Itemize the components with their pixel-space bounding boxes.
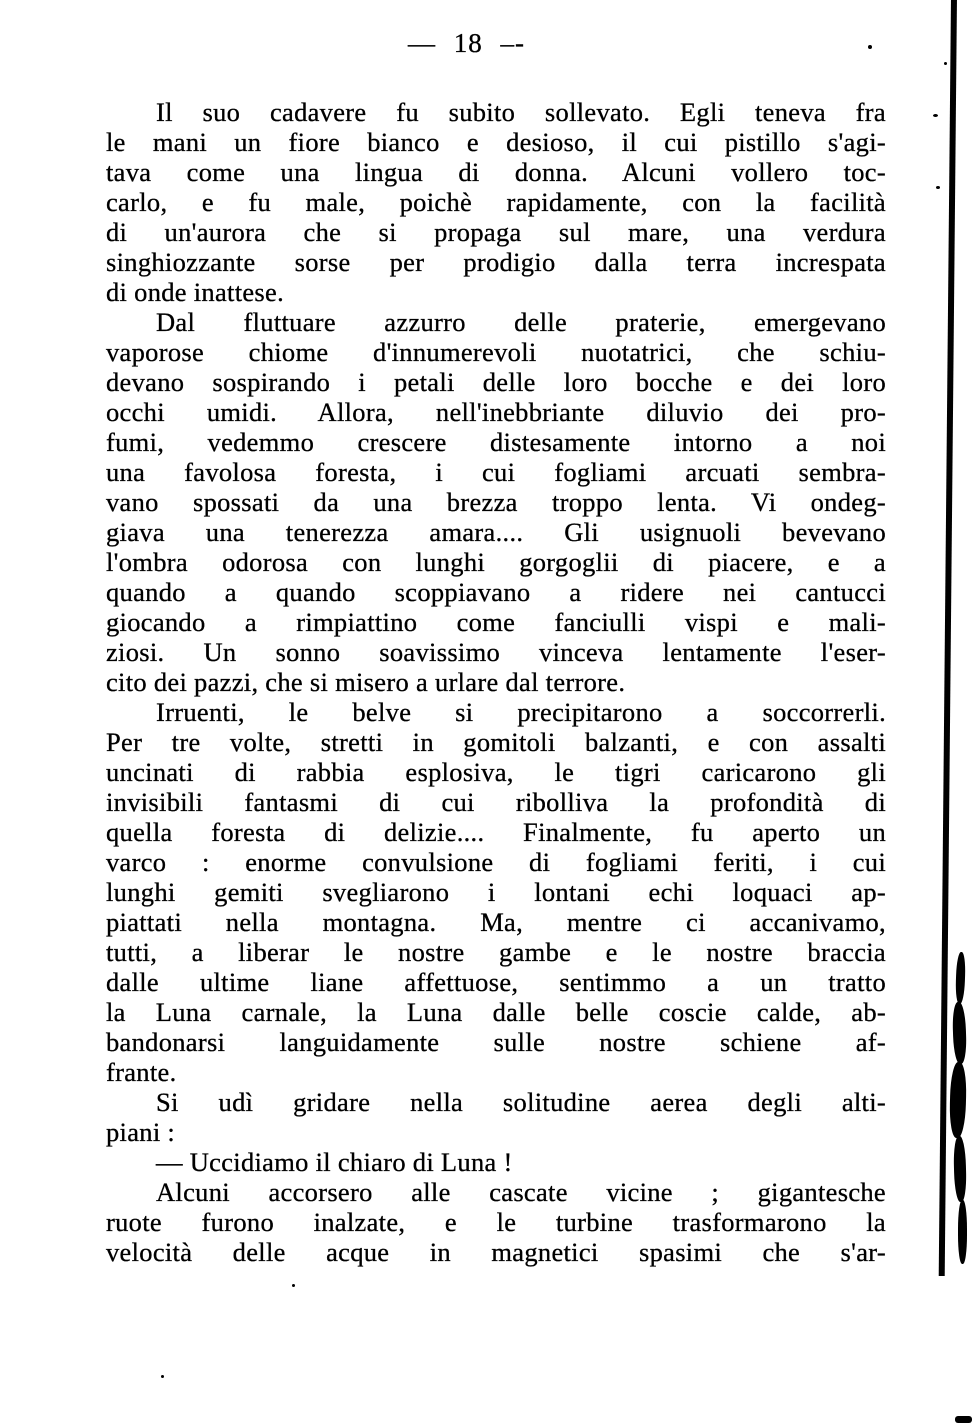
text-line: la Luna carnale, la Luna dalle belle coscie calde, ab- <box>106 997 886 1027</box>
text-line: quando a quando scoppiavano a ridere nei cantucci <box>106 577 886 607</box>
scan-edge-blotch <box>958 1200 967 1264</box>
text-line: — Uccidiamo il chiaro di Luna ! <box>156 1147 513 1177</box>
page-number-header: — 18 –- <box>408 28 525 58</box>
ink-speck <box>936 186 940 189</box>
text-line: occhi umidi. Allora, nell'inebbriante diluvio dei pro- <box>106 397 886 427</box>
text-line: bandonarsi languidamente sulle nostre schiene af- <box>106 1027 886 1057</box>
text-line: una favolosa foresta, i cui fogliami arcuati sembra- <box>106 457 886 487</box>
text-line: frante. <box>106 1057 177 1087</box>
scan-edge-blotch <box>949 1062 967 1138</box>
text-line: tava come una lingua di donna. Alcuni vollero toc- <box>106 157 886 187</box>
text-line: Alcuni accorsero alle cascate vicine ; gigantesche <box>156 1177 886 1207</box>
text-line: invisibili fantasmi di cui ribolliva la profondità di <box>106 787 886 817</box>
scan-edge-blotch <box>953 1136 967 1202</box>
text-line: tutti, a liberar le nostre gambe e le nostre braccia <box>106 937 886 967</box>
ink-speck <box>292 1284 295 1287</box>
text-line: ruote furono inalzate, e le turbine trasformarono la <box>106 1207 886 1237</box>
text-line: le mani un fiore bianco e desioso, il cui pistillo s'agi- <box>106 127 886 157</box>
text-line: Dal fluttuare azzurro delle praterie, emergevano <box>156 307 886 337</box>
text-line: giava una tenerezza amara.... Gli usignuoli bevevano <box>106 517 886 547</box>
text-line: Per tre volte, stretti in gomitoli balzanti, e con assalti <box>106 727 886 757</box>
ink-speck <box>944 62 947 65</box>
scan-edge-blotch <box>952 1002 967 1064</box>
text-line: carlo, e fu male, poichè rapidamente, con la facilità <box>106 187 886 217</box>
text-line: piattati nella montagna. Ma, mentre ci accanivamo, <box>106 907 886 937</box>
text-line: fumi, vedemmo crescere distesamente intorno a noi <box>106 427 886 457</box>
text-line: devano sospirando i petali delle loro bocche e dei loro <box>106 367 886 397</box>
text-line: cito dei pazzi, che si misero a urlare dal terrore. <box>106 667 626 697</box>
text-line: singhiozzante sorse per prodigio dalla terra increspata <box>106 247 886 277</box>
text-line: vano spossati da una brezza troppo lenta. Vi ondeg- <box>106 487 886 517</box>
ink-speck <box>868 45 872 49</box>
text-line: giocando a rimpiattino come fanciulli vispi e mali- <box>106 607 886 637</box>
text-line: piani : <box>106 1117 176 1147</box>
text-line: dalle ultime liane affettuose, sentimmo a un tratto <box>106 967 886 997</box>
body-text <box>106 97 886 1267</box>
text-line: Il suo cadavere fu subito sollevato. Egli teneva fra <box>156 97 886 127</box>
ink-speck <box>933 114 938 117</box>
text-line: vaporose chiome d'innumerevoli nuotatrici, che schiu- <box>106 337 886 367</box>
text-line: Irruenti, le belve si precipitarono a soccorrerli. <box>156 697 886 727</box>
text-line: Si udì gridare nella solitudine aerea degli alti- <box>156 1087 886 1117</box>
text-line: l'ombra odorosa con lunghi gorgoglii di piacere, e a <box>106 547 886 577</box>
text-line: varco : enorme convulsione di fogliami feriti, i cui <box>106 847 886 877</box>
text-line: quella foresta di delizie.... Finalmente, fu aperto un <box>106 817 886 847</box>
text-line: lunghi gemiti svegliarono i lontani echi loquaci ap- <box>106 877 886 907</box>
text-line: velocità delle acque in magnetici spasimi che s'ar- <box>106 1237 886 1267</box>
text-line: di onde inattese. <box>106 277 285 307</box>
scan-edge-corner-mark <box>955 1416 972 1423</box>
text-line: ziosi. Un sonno soavissimo vinceva lentamente l'eser- <box>106 637 886 667</box>
text-line: uncinati di rabbia esplosiva, le tigri caricarono gli <box>106 757 886 787</box>
ink-speck <box>161 1375 164 1378</box>
text-line: di un'aurora che si propaga sul mare, una verdura <box>106 217 886 247</box>
scan-edge-blotch <box>955 952 966 1004</box>
